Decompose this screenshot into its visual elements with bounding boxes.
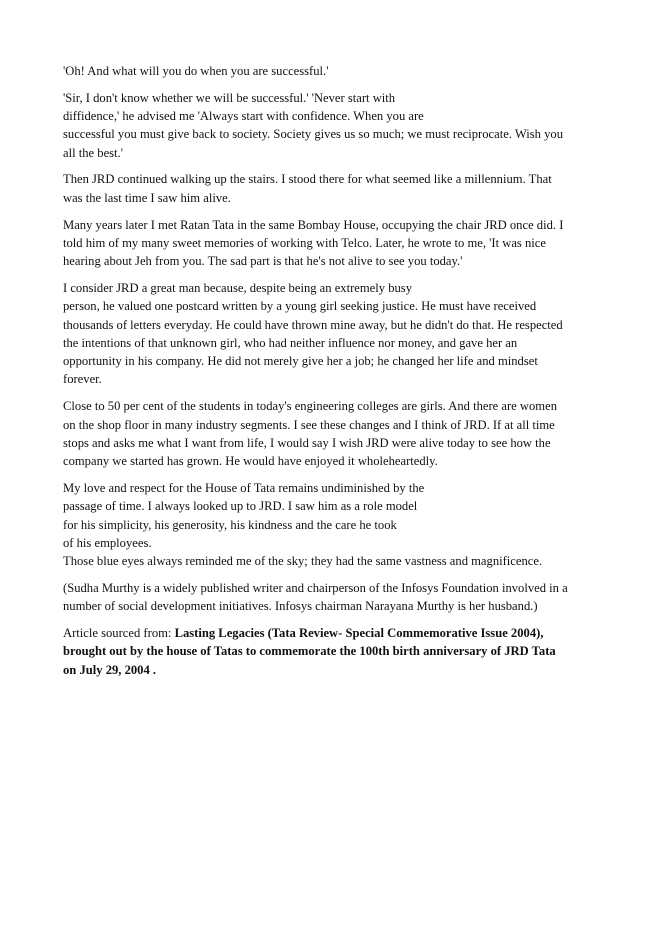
- text-line: the intentions of that unknown girl, who had neither influence nor money, and gave her an: [63, 335, 518, 350]
- text-line: successful you must give back to society. Society gives us so much; we must reciprocate. Wish you: [63, 127, 563, 142]
- author-note-paragraph: [63, 579, 603, 616]
- text-line: thousands of letters everyday. He could have thrown mine away, but he didn't do that. He respected: [63, 317, 563, 332]
- text-line: (Sudha Murthy is a widely published writer and chairperson of the Infosys Foundation involved in a: [63, 580, 568, 595]
- text-line: number of social development initiatives. Infosys chairman Narayana Murthy is her husband.): [63, 599, 538, 614]
- document-page: [63, 62, 603, 687]
- text-line: Those blue eyes always reminded me of the sky; they had the same vastness and magnificence.: [63, 554, 543, 569]
- paragraph: [63, 62, 603, 80]
- text-line: for his simplicity, his generosity, his kindness and the care he took: [63, 517, 397, 532]
- paragraph: [63, 216, 603, 271]
- text-line: hearing about Jeh from you. The sad part is that he's not alive to see you today.': [63, 254, 463, 269]
- text-line: Close to 50 per cent of the students in today's engineering colleges are girls. And there are women: [63, 399, 557, 414]
- text-line: company we started has grown. He would have enjoyed it wholeheartedly.: [63, 454, 438, 469]
- text-line: of his employees.: [63, 535, 152, 550]
- text-line: 'Sir, I don't know whether we will be successful.' 'Never start with: [63, 90, 396, 105]
- text-line: all the best.': [63, 145, 123, 160]
- paragraph: [63, 279, 603, 389]
- text-line: passage of time. I always looked up to JRD. I saw him as a role model: [63, 499, 418, 514]
- text-line: forever.: [63, 372, 102, 387]
- source-line: [63, 624, 603, 642]
- text-line: 'Oh! And what will you do when you are successful.': [63, 64, 329, 78]
- text-line: My love and respect for the House of Tata remains undiminished by the: [63, 480, 425, 495]
- text-line: Many years later I met Ratan Tata in the same Bombay House, occupying the chair JRD once did. I: [63, 217, 564, 232]
- text-line: diffidence,' he advised me 'Always start with confidence. When you are: [63, 109, 424, 124]
- source-line: brought out by the house of Tatas to commemorate the 100th birth anniversary of JRD Tata: [63, 644, 556, 659]
- text-line: on the shop floor in many industry segments. I see these changes and I think of JRD. If at all time: [63, 417, 555, 432]
- text-line: was the last time I saw him alive.: [63, 190, 231, 205]
- text-line: I consider JRD a great man because, despite being an extremely busy: [63, 280, 413, 295]
- text-line: told him of my many sweet memories of working with Telco. Later, he wrote to me, 'It was nice: [63, 235, 546, 250]
- source-line: on July 29, 2004 .: [63, 662, 157, 677]
- text-line: stops and asks me what I want from life, I would say I wish JRD were alive today to see how the: [63, 435, 551, 450]
- paragraph: [63, 89, 603, 162]
- source-paragraph: [63, 624, 603, 679]
- source-prefix: Article sourced from:: [63, 626, 175, 641]
- text-line: opportunity in his company. He did not merely give her a job; he changed her life and mindset: [63, 354, 538, 369]
- paragraph: [63, 479, 603, 570]
- text-line: person, he valued one postcard written by a young girl seeking justice. He must have received: [63, 299, 537, 314]
- paragraph: [63, 170, 603, 207]
- paragraph: [63, 397, 603, 470]
- text-line: Then JRD continued walking up the stairs. I stood there for what seemed like a millennium. That: [63, 172, 552, 187]
- source-title: Lasting Legacies (Tata Review- Special Commemorative Issue 2004),: [174, 626, 544, 641]
